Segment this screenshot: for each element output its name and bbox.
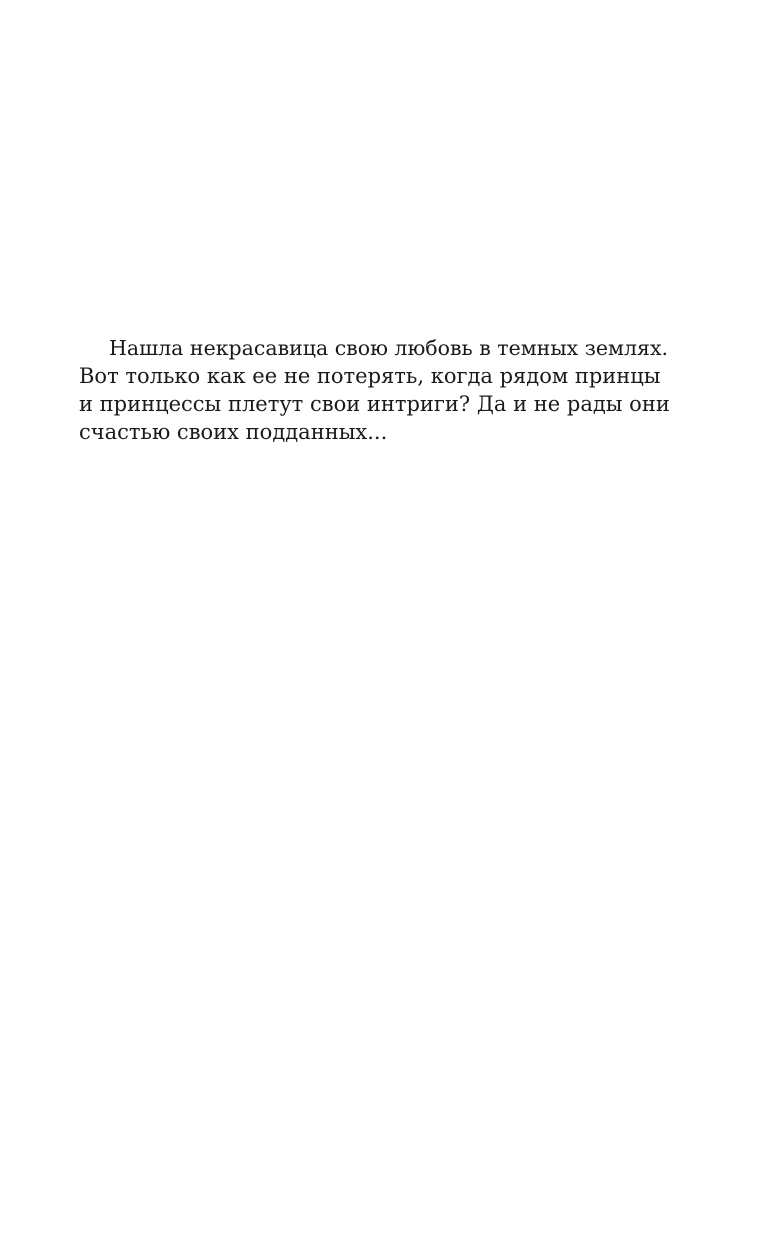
annotation-line: и принцессы плетут свои интриги? Да и не рады они [79, 392, 670, 416]
annotation-line: Нашла некрасавица свою любовь в темных землях. [109, 336, 669, 360]
annotation-line: счастью своих подданных... [79, 420, 388, 444]
annotation-line: Вот только как ее не потерять, когда рядом принцы [79, 364, 661, 388]
annotation-paragraph [79, 334, 670, 446]
